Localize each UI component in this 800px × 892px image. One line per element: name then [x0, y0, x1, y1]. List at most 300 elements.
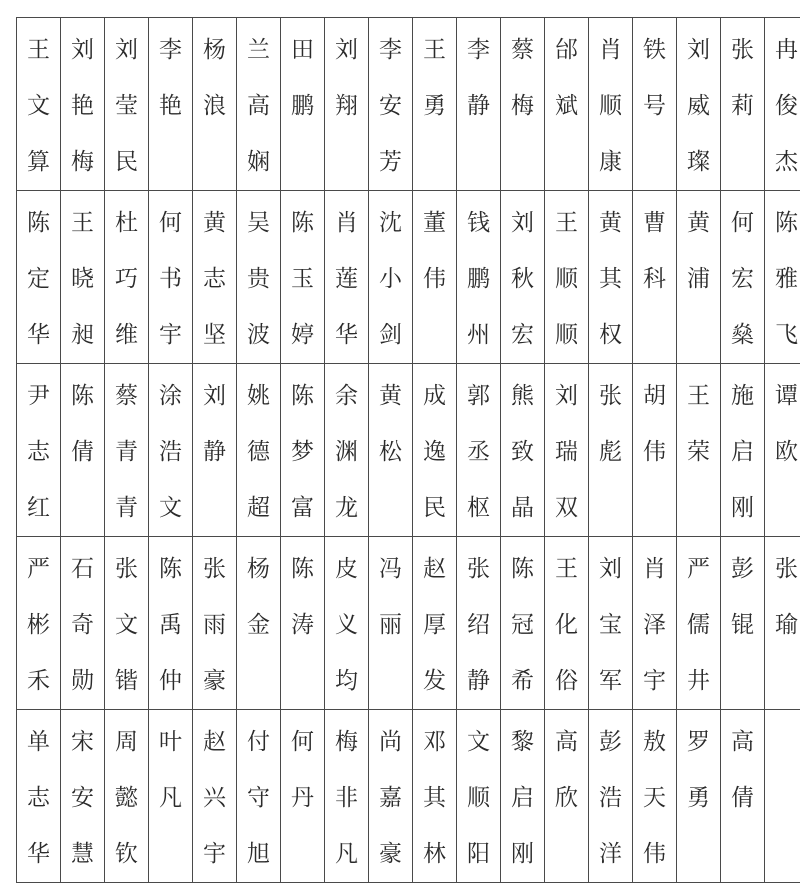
name-char: 其 — [423, 785, 446, 811]
name-char: 雅 — [775, 266, 798, 292]
vertical-name — [61, 195, 104, 363]
name-char: 浪 — [203, 93, 226, 119]
name-cell — [369, 191, 413, 364]
name-cell — [105, 18, 149, 191]
name-char: 仲 — [159, 668, 182, 694]
vertical-name — [545, 714, 588, 826]
name-char: 曹 — [643, 210, 666, 236]
vertical-name — [765, 541, 800, 653]
name-char: 皮 — [335, 556, 358, 582]
name-char: 静 — [467, 93, 490, 119]
vertical-name — [721, 22, 764, 134]
name-char: 王 — [555, 556, 578, 582]
name-char: 豪 — [379, 841, 402, 867]
name-char: 静 — [203, 439, 226, 465]
name-char: 华 — [27, 322, 50, 348]
name-char: 艳 — [159, 93, 182, 119]
vertical-name — [105, 22, 148, 190]
vertical-name — [149, 714, 192, 826]
name-char: 陈 — [291, 210, 314, 236]
vertical-name — [633, 195, 676, 307]
name-char: 赵 — [423, 556, 446, 582]
vertical-name — [589, 714, 632, 882]
name-char: 化 — [555, 612, 578, 638]
vertical-name — [149, 541, 192, 709]
name-char: 陈 — [775, 210, 798, 236]
name-char: 雨 — [203, 612, 226, 638]
name-char: 绍 — [467, 612, 490, 638]
vertical-name — [589, 541, 632, 709]
name-char: 何 — [291, 729, 314, 755]
name-char: 希 — [511, 668, 534, 694]
name-char: 豪 — [203, 668, 226, 694]
vertical-name — [193, 22, 236, 134]
vertical-name — [589, 195, 632, 363]
name-cell — [545, 191, 589, 364]
name-char: 瑞 — [555, 439, 578, 465]
name-cell — [413, 710, 457, 883]
name-char: 嘉 — [379, 785, 402, 811]
name-char: 倩 — [71, 439, 94, 465]
name-char: 严 — [687, 556, 710, 582]
vertical-name — [149, 368, 192, 536]
name-cell — [61, 18, 105, 191]
name-char: 李 — [159, 37, 182, 63]
name-char: 璨 — [687, 149, 710, 175]
name-char: 肖 — [335, 210, 358, 236]
vertical-name — [105, 195, 148, 363]
name-char: 冠 — [511, 612, 534, 638]
name-char: 冉 — [775, 37, 798, 63]
name-char: 伟 — [643, 841, 666, 867]
name-char: 胡 — [643, 383, 666, 409]
grid-row — [17, 191, 800, 364]
vertical-name — [457, 195, 500, 363]
name-char: 守 — [247, 785, 270, 811]
name-char: 肖 — [643, 556, 666, 582]
name-char: 林 — [423, 841, 446, 867]
name-char: 彭 — [599, 729, 622, 755]
vertical-name — [149, 22, 192, 134]
name-char: 凡 — [335, 841, 358, 867]
grid-row — [17, 710, 800, 883]
name-char: 枢 — [467, 495, 490, 521]
name-cell — [281, 191, 325, 364]
name-char: 何 — [159, 210, 182, 236]
vertical-name — [677, 714, 720, 826]
vertical-name — [413, 195, 456, 307]
name-char: 锟 — [731, 612, 754, 638]
name-char: 志 — [27, 439, 50, 465]
vertical-name — [545, 195, 588, 363]
name-cell — [721, 364, 765, 537]
name-cell — [677, 364, 721, 537]
vertical-name — [677, 368, 720, 480]
name-char: 启 — [731, 439, 754, 465]
vertical-name — [369, 714, 412, 882]
name-char: 冯 — [379, 556, 402, 582]
name-cell — [193, 537, 237, 710]
vertical-name — [545, 541, 588, 709]
name-char: 浩 — [599, 785, 622, 811]
empty-cell — [765, 710, 800, 883]
vertical-name — [193, 541, 236, 709]
name-char: 黄 — [599, 210, 622, 236]
name-char: 安 — [379, 93, 402, 119]
name-char: 高 — [555, 729, 578, 755]
vertical-name — [457, 368, 500, 536]
name-char: 燊 — [731, 322, 754, 348]
name-char: 小 — [379, 266, 402, 292]
name-char: 杨 — [203, 37, 226, 63]
name-cell — [193, 710, 237, 883]
name-cell — [457, 364, 501, 537]
name-char: 宇 — [203, 841, 226, 867]
vertical-name — [413, 541, 456, 709]
vertical-name — [281, 22, 324, 134]
name-char: 陈 — [291, 556, 314, 582]
vertical-name — [413, 368, 456, 536]
name-cell — [589, 710, 633, 883]
name-char: 吴 — [247, 210, 270, 236]
name-char: 科 — [643, 266, 666, 292]
name-cell — [237, 537, 281, 710]
name-char: 彬 — [27, 612, 50, 638]
name-char: 芳 — [379, 149, 402, 175]
name-char: 康 — [599, 149, 622, 175]
name-cell — [721, 191, 765, 364]
name-char: 欧 — [775, 439, 798, 465]
vertical-name — [61, 22, 104, 190]
name-char: 顺 — [599, 93, 622, 119]
name-char: 敖 — [643, 729, 666, 755]
name-char: 单 — [27, 729, 50, 755]
name-grid — [16, 17, 800, 883]
vertical-name — [457, 22, 500, 134]
vertical-name — [61, 541, 104, 709]
name-char: 陈 — [511, 556, 534, 582]
name-cell — [721, 537, 765, 710]
name-char: 邰 — [555, 37, 578, 63]
vertical-name — [545, 368, 588, 536]
name-char: 刚 — [511, 841, 534, 867]
vertical-name — [677, 541, 720, 709]
vertical-name — [413, 22, 456, 134]
name-cell — [721, 710, 765, 883]
name-cell — [413, 537, 457, 710]
name-cell — [325, 18, 369, 191]
name-char: 德 — [247, 439, 270, 465]
name-char: 杨 — [247, 556, 270, 582]
name-char: 安 — [71, 785, 94, 811]
vertical-name — [281, 368, 324, 536]
vertical-name — [501, 714, 544, 882]
vertical-name — [237, 195, 280, 363]
name-char: 阳 — [467, 841, 490, 867]
name-cell — [677, 191, 721, 364]
name-char: 浦 — [687, 266, 710, 292]
name-char: 高 — [731, 729, 754, 755]
name-char: 文 — [27, 93, 50, 119]
name-cell — [149, 710, 193, 883]
name-char: 刘 — [555, 383, 578, 409]
name-char: 刘 — [335, 37, 358, 63]
vertical-name — [369, 22, 412, 190]
name-char: 石 — [71, 556, 94, 582]
name-char: 维 — [115, 322, 138, 348]
name-cell — [17, 710, 61, 883]
name-char: 厚 — [423, 612, 446, 638]
name-cell — [633, 191, 677, 364]
name-char: 婷 — [291, 322, 314, 348]
vertical-name — [237, 714, 280, 882]
name-char: 陈 — [291, 383, 314, 409]
name-char: 丹 — [291, 785, 314, 811]
name-char: 肖 — [599, 37, 622, 63]
vertical-name — [237, 22, 280, 190]
name-char: 涛 — [291, 612, 314, 638]
name-char: 宏 — [731, 266, 754, 292]
vertical-name — [633, 368, 676, 480]
name-char: 蔡 — [115, 383, 138, 409]
name-char: 剑 — [379, 322, 402, 348]
vertical-name — [193, 714, 236, 882]
vertical-name — [677, 22, 720, 190]
name-char: 青 — [115, 495, 138, 521]
name-char: 欣 — [555, 785, 578, 811]
name-cell — [105, 710, 149, 883]
name-char: 州 — [467, 322, 490, 348]
name-cell — [545, 710, 589, 883]
name-cell — [369, 710, 413, 883]
name-char: 宇 — [643, 668, 666, 694]
name-char: 严 — [27, 556, 50, 582]
name-char: 莲 — [335, 266, 358, 292]
name-char: 超 — [247, 495, 270, 521]
name-cell — [193, 364, 237, 537]
name-char: 罗 — [687, 729, 710, 755]
name-cell — [369, 18, 413, 191]
name-char: 算 — [27, 149, 50, 175]
name-char: 泽 — [643, 612, 666, 638]
vertical-name — [281, 541, 324, 653]
name-char: 沈 — [379, 210, 402, 236]
name-char: 勇 — [687, 785, 710, 811]
name-char: 启 — [511, 785, 534, 811]
vertical-name — [633, 541, 676, 709]
vertical-name — [501, 195, 544, 363]
name-char: 翔 — [335, 93, 358, 119]
name-cell — [501, 537, 545, 710]
name-char: 钱 — [467, 210, 490, 236]
name-char: 梅 — [71, 149, 94, 175]
name-char: 田 — [291, 37, 314, 63]
name-char: 渊 — [335, 439, 358, 465]
name-char: 文 — [467, 729, 490, 755]
name-char: 倩 — [731, 785, 754, 811]
name-char: 熊 — [511, 383, 534, 409]
name-cell — [149, 18, 193, 191]
name-cell — [17, 191, 61, 364]
name-char: 刚 — [731, 495, 754, 521]
name-char: 黄 — [687, 210, 710, 236]
name-char: 金 — [247, 612, 270, 638]
name-char: 俗 — [555, 668, 578, 694]
name-cell — [105, 537, 149, 710]
name-cell — [281, 710, 325, 883]
name-char: 斌 — [555, 93, 578, 119]
name-char: 艳 — [71, 93, 94, 119]
name-char: 杜 — [115, 210, 138, 236]
name-char: 致 — [511, 439, 534, 465]
name-char: 兰 — [247, 37, 270, 63]
name-char: 涂 — [159, 383, 182, 409]
name-char: 王 — [27, 37, 50, 63]
name-char: 洋 — [599, 841, 622, 867]
name-char: 丞 — [467, 439, 490, 465]
vertical-name — [765, 195, 800, 363]
name-char: 周 — [115, 729, 138, 755]
name-char: 义 — [335, 612, 358, 638]
name-char: 张 — [115, 556, 138, 582]
name-char: 顺 — [467, 785, 490, 811]
name-cell — [17, 18, 61, 191]
vertical-name — [17, 368, 60, 536]
vertical-name — [501, 22, 544, 134]
name-char: 贵 — [247, 266, 270, 292]
name-char: 莹 — [115, 93, 138, 119]
name-char: 权 — [599, 322, 622, 348]
vertical-name — [721, 368, 764, 536]
name-cell — [457, 191, 501, 364]
name-char: 昶 — [71, 322, 94, 348]
name-cell — [589, 537, 633, 710]
vertical-name — [325, 195, 368, 363]
name-char: 晓 — [71, 266, 94, 292]
vertical-name — [17, 714, 60, 882]
name-char: 杰 — [775, 149, 798, 175]
vertical-name — [237, 541, 280, 653]
name-char: 高 — [247, 93, 270, 119]
name-char: 刘 — [511, 210, 534, 236]
vertical-name — [501, 368, 544, 536]
name-cell — [677, 18, 721, 191]
vertical-name — [325, 714, 368, 882]
vertical-name — [633, 714, 676, 882]
name-char: 彪 — [599, 439, 622, 465]
vertical-name — [677, 195, 720, 307]
name-cell — [677, 710, 721, 883]
name-cell — [633, 710, 677, 883]
grid-row — [17, 364, 800, 537]
vertical-name — [61, 714, 104, 882]
vertical-name — [17, 22, 60, 190]
name-char: 莉 — [731, 93, 754, 119]
vertical-name — [325, 22, 368, 134]
name-char: 军 — [599, 668, 622, 694]
name-cell — [501, 710, 545, 883]
name-char: 张 — [775, 556, 798, 582]
name-char: 尚 — [379, 729, 402, 755]
name-char: 号 — [643, 93, 666, 119]
name-char: 荣 — [687, 439, 710, 465]
vertical-name — [237, 368, 280, 536]
name-char: 静 — [467, 668, 490, 694]
name-cell — [237, 18, 281, 191]
name-char: 刘 — [71, 37, 94, 63]
name-cell — [765, 18, 800, 191]
name-cell — [281, 364, 325, 537]
grid-row — [17, 18, 800, 191]
name-char: 成 — [423, 383, 446, 409]
name-char: 其 — [599, 266, 622, 292]
name-char: 懿 — [115, 785, 138, 811]
name-char: 陈 — [27, 210, 50, 236]
name-char: 刘 — [203, 383, 226, 409]
name-char: 张 — [467, 556, 490, 582]
name-char: 王 — [423, 37, 446, 63]
name-cell — [765, 191, 800, 364]
vertical-name — [413, 714, 456, 882]
name-char: 富 — [291, 495, 314, 521]
name-char: 飞 — [775, 322, 798, 348]
name-cell — [589, 18, 633, 191]
name-cell — [545, 364, 589, 537]
name-cell — [765, 537, 800, 710]
name-char: 民 — [423, 495, 446, 521]
vertical-name — [61, 368, 104, 480]
name-char: 顺 — [555, 322, 578, 348]
name-char: 钦 — [115, 841, 138, 867]
name-char: 宏 — [511, 322, 534, 348]
name-char: 志 — [27, 785, 50, 811]
name-char: 蔡 — [511, 37, 534, 63]
name-char: 伟 — [423, 266, 446, 292]
name-char: 锴 — [115, 668, 138, 694]
name-char: 天 — [643, 785, 666, 811]
vertical-name — [633, 22, 676, 134]
name-cell — [501, 364, 545, 537]
name-char: 浩 — [159, 439, 182, 465]
name-cell — [413, 191, 457, 364]
name-cell — [589, 191, 633, 364]
name-char: 华 — [335, 322, 358, 348]
name-char: 均 — [335, 668, 358, 694]
vertical-name — [721, 714, 764, 826]
name-char: 俊 — [775, 93, 798, 119]
name-char: 凡 — [159, 785, 182, 811]
name-char: 刘 — [115, 37, 138, 63]
name-char: 定 — [27, 266, 50, 292]
name-char: 文 — [159, 495, 182, 521]
name-cell — [193, 191, 237, 364]
vertical-name — [105, 368, 148, 536]
name-cell — [633, 18, 677, 191]
name-char: 逸 — [423, 439, 446, 465]
name-cell — [457, 18, 501, 191]
name-char: 松 — [379, 439, 402, 465]
name-char: 付 — [247, 729, 270, 755]
vertical-name — [105, 541, 148, 709]
name-char: 坚 — [203, 322, 226, 348]
vertical-name — [193, 195, 236, 363]
name-char: 张 — [599, 383, 622, 409]
name-char: 彭 — [731, 556, 754, 582]
name-cell — [721, 18, 765, 191]
name-char: 伟 — [643, 439, 666, 465]
vertical-name — [721, 541, 764, 653]
name-char: 发 — [423, 668, 446, 694]
